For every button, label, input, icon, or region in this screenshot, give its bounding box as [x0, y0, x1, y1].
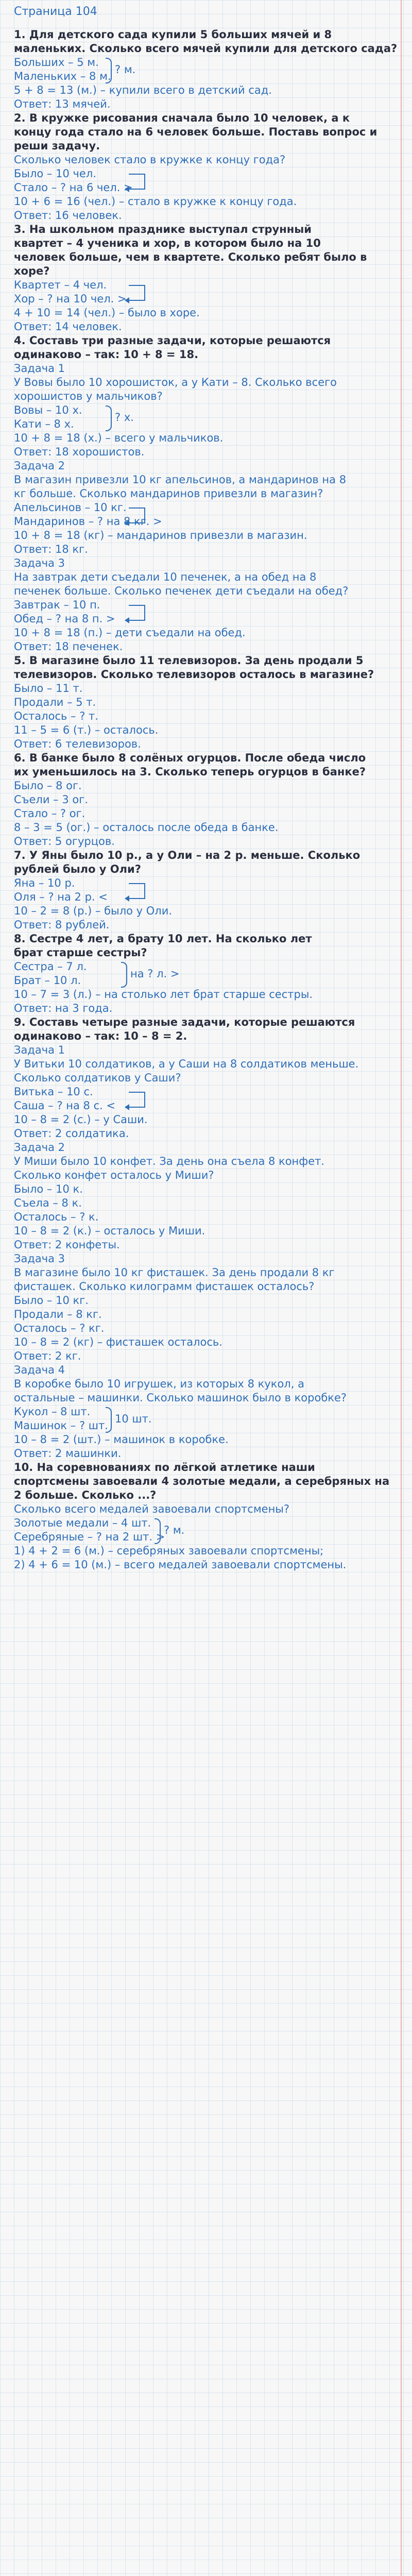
solution-line: 10 – 8 = 2 (с.) – у Саши.: [14, 1113, 148, 1126]
task-text: 2. В кружке рисования сначала было 10 человек, а к: [14, 112, 350, 124]
compare-arrow: [129, 507, 145, 523]
compare-arrow: [129, 605, 145, 621]
task-text: хоре?: [14, 265, 50, 277]
solution-line: Маленьких – 8 м.: [14, 70, 111, 82]
subtask-label: Задача 1: [14, 1044, 65, 1056]
task-text: 3. На школьном празднике выступал струнный: [14, 223, 312, 235]
brace-label: ? м.: [115, 63, 136, 76]
subtask-text: фисташек. Сколько килограмм фисташек осталось?: [14, 1280, 315, 1293]
solution-line: Больших – 5 м.: [14, 56, 99, 69]
task-text: 6. В банке было 8 солёных огурцов. После обеда число: [14, 752, 366, 764]
solution-line: 10 + 8 = 18 (кг) – мандаринов привезли в магазин.: [14, 529, 307, 541]
solution-line: Кати – 8 х.: [14, 418, 74, 430]
task-text: 1. Для детского сада купили 5 больших мячей и 8: [14, 28, 332, 41]
solution-line: Ответ: 8 рублей.: [14, 919, 110, 931]
solution-line: Ответ: 18 печенек.: [14, 640, 123, 653]
solution-line: Сколько всего медалей завоевали спортсмены?: [14, 1503, 290, 1515]
solution-line: Хор – ? на 10 чел. >: [14, 293, 127, 305]
subtask-label: Задача 4: [14, 1364, 65, 1376]
task-text: их уменьшилось на 3. Сколько теперь огурцов в банке?: [14, 766, 366, 778]
compare-arrow: [129, 174, 145, 190]
subtask-text: В магазине было 10 кг фисташек. За день продали 8 кг: [14, 1266, 335, 1279]
solution-line: Было – 11 т.: [14, 682, 83, 694]
solution-line: Было – 10 чел.: [14, 167, 96, 180]
solution-line: Ответ: 2 солдатика.: [14, 1127, 129, 1140]
task-text: реши задачу.: [14, 140, 100, 152]
solution-line: Было – 8 ог.: [14, 779, 82, 792]
subtask-text: У Миши было 10 конфет. За день она съела 8 конфет.: [14, 1155, 325, 1167]
solution-line: Мандаринов – ? на 8 кг. >: [14, 515, 162, 528]
solution-line: Обед – ? на 8 п. >: [14, 613, 115, 625]
solution-line: Витька – 10 с.: [14, 1086, 93, 1098]
task-text: одинаково – так: 10 + 8 = 18.: [14, 348, 199, 361]
solution-line: Стало – ? на 6 чел. >: [14, 181, 133, 194]
solution-line: Стало – ? ог.: [14, 807, 85, 820]
brace: [106, 58, 112, 83]
subtask-text: печенек больше. Сколько печенек дети съедали на обед?: [14, 585, 349, 597]
solution-line: 10 – 8 = 2 (шт.) – машинок в коробке.: [14, 1433, 229, 1446]
brace-label: на ? л. >: [130, 968, 180, 980]
compare-arrow: [129, 1092, 145, 1108]
solution-line: 1) 4 + 2 = 6 (м.) – серебряных завоевали спортсмены;: [14, 1545, 324, 1557]
solution-line: Серебряные – ? на 2 шт. >: [14, 1531, 165, 1543]
brace: [154, 1518, 161, 1544]
solution-line: Вовы – 10 х.: [14, 404, 82, 416]
solution-line: Съели – 3 ог.: [14, 793, 88, 806]
solution-line: Сестра – 7 л.: [14, 960, 87, 973]
solution-line: Сколько человек стало в кружке к концу года?: [14, 154, 286, 166]
subtask-text: У Вовы было 10 хорошисток, а у Кати – 8. Сколько всего: [14, 376, 337, 388]
task-text: квартет – 4 ученика и хор, в котором было на 10: [14, 237, 321, 249]
task-text: человек больше, чем в квартете. Сколько ребят было в: [14, 251, 367, 263]
task-text: 4. Составь три разные задачи, которые решаются: [14, 334, 331, 347]
solution-line: Ответ: 2 конфеты.: [14, 1239, 120, 1251]
solution-line: Ответ: 18 кг.: [14, 543, 88, 555]
page-title: Страница 104: [14, 5, 97, 18]
task-text: 2 больше. Сколько ...?: [14, 1489, 157, 1501]
subtask-label: Задача 2: [14, 460, 65, 472]
subtask-text: кг больше. Сколько мандаринов привезли в магазин?: [14, 487, 323, 500]
brace-label: 10 шт.: [115, 1413, 152, 1425]
task-text: телевизоров. Сколько телевизоров осталось в магазине?: [14, 668, 374, 681]
subtask-label: Задача 1: [14, 362, 65, 375]
solution-line: Ответ: 14 человек.: [14, 320, 122, 333]
task-text: концу года стало на 6 человек больше. Поставь вопрос и: [14, 126, 377, 138]
solution-line: Ответ: 18 хорошистов.: [14, 446, 145, 458]
solution-line: 11 – 5 = 6 (т.) – осталось.: [14, 724, 159, 736]
solution-line: Квартет – 4 чел.: [14, 279, 107, 291]
solution-line: Ответ: 5 огурцов.: [14, 835, 115, 848]
subtask-text: остальные – машинки. Сколько машинок было в коробке?: [14, 1392, 347, 1404]
solution-line: Было – 10 кг.: [14, 1294, 89, 1307]
solution-line: Ответ: 16 человек.: [14, 209, 122, 222]
task-text: спортсмены завоевали 4 золотые медали, а серебряных на: [14, 1475, 390, 1487]
solution-line: Продали – 8 кг.: [14, 1308, 102, 1320]
task-text: маленьких. Сколько всего мячей купили для детского сада?: [14, 42, 398, 55]
solution-line: 4 + 10 = 14 (чел.) – было в хоре.: [14, 307, 200, 319]
solution-line: 10 – 8 = 2 (к.) – осталось у Миши.: [14, 1225, 205, 1237]
brace-label: ? м.: [164, 1524, 185, 1536]
solution-line: Завтрак – 10 п.: [14, 599, 100, 611]
solution-line: Съела – 8 к.: [14, 1197, 82, 1209]
solution-line: Золотые медали – 4 шт.: [14, 1517, 151, 1529]
subtask-text: Сколько солдатиков у Саши?: [14, 1072, 181, 1084]
solution-line: Кукол – 8 шт.: [14, 1405, 91, 1418]
solution-line: Осталось – ? кг.: [14, 1322, 105, 1334]
task-text: брат старше сестры?: [14, 946, 147, 959]
task-text: 7. У Яны было 10 р., а у Оли – на 2 р. меньше. Сколько: [14, 849, 360, 861]
solution-line: 10 – 8 = 2 (кг) – фисташек осталось.: [14, 1336, 222, 1348]
solution-line: 10 + 6 = 16 (чел.) – стало в кружке к концу года.: [14, 195, 297, 208]
task-text: рублей было у Оли?: [14, 863, 141, 875]
brace: [106, 1407, 112, 1433]
solution-line: Ответ: 2 машинки.: [14, 1447, 122, 1460]
solution-line: 10 + 8 = 18 (п.) – дети съедали на обед.: [14, 626, 246, 639]
solution-line: 8 – 3 = 5 (ог.) – осталось после обеда в банке.: [14, 821, 279, 834]
task-text: 8. Сестре 4 лет, а брату 10 лет. На сколько лет: [14, 933, 312, 945]
brace: [106, 405, 112, 431]
solution-line: Ответ: 2 кг.: [14, 1350, 81, 1362]
subtask-label: Задача 2: [14, 1141, 65, 1154]
task-text: 10. На соревнованиях по лёгкой атлетике наши: [14, 1461, 315, 1473]
brace-label: ? х.: [115, 411, 134, 423]
solution-line: 10 + 8 = 18 (х.) – всего у мальчиков.: [14, 432, 224, 444]
solution-line: Осталось – ? к.: [14, 1211, 99, 1223]
compare-arrow: [129, 285, 145, 301]
solution-line: Апельсинов – 10 кг.: [14, 501, 127, 514]
margin-line: [401, 0, 402, 2576]
subtask-text: хорошистов у мальчиков?: [14, 390, 163, 402]
subtask-label: Задача 3: [14, 1252, 65, 1265]
subtask-text: В коробке было 10 игрушек, из которых 8 кукол, а: [14, 1378, 304, 1390]
task-text: одинаково – так: 10 – 8 = 2.: [14, 1030, 187, 1042]
solution-line: Продали – 5 т.: [14, 696, 96, 708]
brace: [121, 962, 127, 988]
solution-line: Яна – 10 р.: [14, 877, 75, 889]
task-text: 9. Составь четыре разные задачи, которые решаются: [14, 1016, 355, 1028]
solution-line: Ответ: 6 телевизоров.: [14, 738, 141, 750]
solution-line: 5 + 8 = 13 (м.) – купили всего в детский сад.: [14, 84, 272, 96]
subtask-label: Задача 3: [14, 557, 65, 569]
task-text: 5. В магазине было 11 телевизоров. За день продали 5: [14, 654, 364, 667]
subtask-text: Сколько конфет осталось у Миши?: [14, 1169, 214, 1181]
solution-line: Было – 10 к.: [14, 1183, 83, 1195]
solution-line: 2) 4 + 6 = 10 (м.) – всего медалей завоевали спортсмены.: [14, 1558, 347, 1571]
solution-line: Брат – 10 л.: [14, 974, 81, 987]
solution-line: Машинок – ? шт.: [14, 1419, 108, 1432]
solution-line: Саша – ? на 8 с. <: [14, 1099, 116, 1112]
solution-line: Оля – ? на 2 р. <: [14, 891, 108, 903]
solution-line: 10 – 2 = 8 (р.) – было у Оли.: [14, 905, 173, 917]
solution-line: Ответ: 13 мячей.: [14, 98, 111, 110]
solution-line: 10 – 7 = 3 (л.) – на столько лет брат старше сестры.: [14, 988, 313, 1001]
subtask-text: На завтрак дети съедали 10 печенек, а на обед на 8: [14, 571, 317, 583]
solution-line: Осталось – ? т.: [14, 710, 98, 722]
compare-arrow: [129, 883, 145, 899]
subtask-text: У Витьки 10 солдатиков, а у Саши на 8 солдатиков меньше.: [14, 1058, 359, 1070]
subtask-text: В магазин привезли 10 кг апельсинов, а мандаринов на 8: [14, 473, 347, 486]
solution-line: Ответ: на 3 года.: [14, 1002, 113, 1014]
